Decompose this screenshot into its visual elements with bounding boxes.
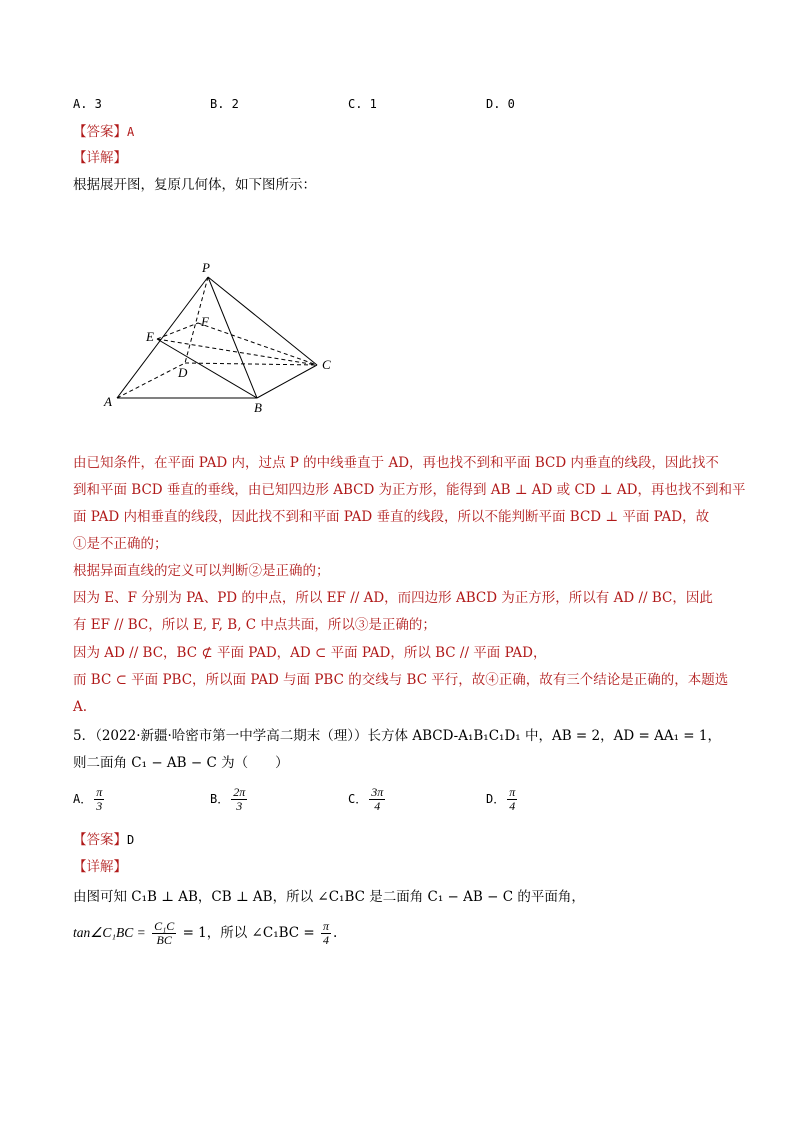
edge-ad [117, 363, 185, 398]
edge-bc [257, 365, 317, 398]
label-f: F [201, 314, 209, 329]
q5-option-a-num: π [96, 785, 103, 799]
para5-line1: 而 BC ⊂ 平面 PBC，所以面 PAD 与面 PBC 的交线与 BC 平行，故④正确，故有三个结论是正确的，本题选 [73, 672, 729, 688]
option-d-prev: D. 0 [486, 97, 515, 111]
detail-line-q4 [73, 148, 127, 168]
answer-line-q5 [73, 830, 134, 850]
edge-dc [185, 363, 317, 365]
pyramid-diagram [95, 255, 355, 420]
q5-frac2-num: π [323, 919, 330, 933]
q5-detail-line1: 由图可知 C₁B ⊥ AB，CB ⊥ AB，所以 ∠C₁BC 是二面角 C₁ − AB − C 的平面角， [73, 889, 585, 905]
para1-line3: 面 PAD 内相垂直的线段，因此找不到和平面 PAD 垂直的线段，所以不能判断平面 BCD ⊥ 平面 PAD，故 [73, 509, 710, 525]
answer-value: A [127, 125, 135, 139]
q5-option-b [210, 786, 249, 813]
q5-option-d-label: D． [486, 792, 506, 806]
q5-stem-line2: 则二面角 C₁ − AB − C 为（ ） [73, 755, 289, 771]
q5-option-d [486, 786, 519, 813]
intro-text: 根据展开图，复原几何体，如下图所示： [73, 177, 316, 193]
q5-option-d-num: π [509, 785, 516, 799]
q5-option-b-num: 2π [233, 785, 246, 799]
q5-frac-pi-4 [321, 920, 331, 947]
q5-option-a-label: A． [73, 792, 93, 806]
para1-line2: 到和平面 BCD 垂直的垂线，由已知四边形 ABCD 为正方形，能得到 AB ⊥ AD 或 CD ⊥ AD，再也找不到和平 [73, 482, 746, 498]
para4-line: 因为 AD // BC，BC ⊄ 平面 PAD，AD ⊂ 平面 PAD，所以 BC // 平面 PAD， [73, 645, 547, 661]
edge-pc [208, 277, 317, 365]
segment-eb [157, 339, 257, 398]
q5-option-c [348, 786, 387, 813]
q5-option-d-fraction [507, 786, 517, 813]
q5-option-b-den: 3 [236, 799, 243, 813]
q5-mid-text: = 1，所以 ∠C₁BC = [182, 925, 315, 941]
label-a: A [104, 394, 112, 409]
q5-frac-c1c-bc [152, 920, 176, 947]
option-b-prev: B. 2 [210, 97, 239, 111]
q5-tan-expr: tan∠C₁BC = [73, 925, 146, 940]
label-b: B [254, 400, 262, 415]
para3-line1: 因为 E、F 分别为 PA、PD 的中点，所以 EF // AD，而四边形 ABCD 为正方形，所以有 AD // BC，因此 [73, 590, 713, 606]
q5-frac1-den: BC [156, 933, 172, 947]
para1-line1: 由已知条件，在平面 PAD 内，过点 P 的中线垂直于 AD，再也找不到和平面 BCD 内垂直的线段，因此找不 [73, 455, 719, 471]
q5-option-a-den: 3 [96, 799, 103, 813]
q5-detail-line2 [73, 918, 337, 948]
q5-stem-line1: 5．（2022·新疆·哈密市第一中学高二期末（理））长方体 ABCD-A₁B₁C₁D₁ 中，AB = 2，AD = AA₁ = 1， [73, 728, 721, 744]
label-d: D [178, 365, 188, 380]
edge-pa [117, 277, 208, 398]
option-a-prev: A. 3 [73, 97, 102, 111]
para2-line: 根据异面直线的定义可以判断②是正确的； [73, 563, 330, 579]
q5-frac1-num: C₁C [154, 919, 175, 933]
q5-option-c-den: 4 [374, 799, 381, 813]
label-p: P [202, 260, 210, 275]
para1-line4: ①是不正确的； [73, 536, 168, 552]
q5-frac2-den: 4 [323, 933, 330, 947]
option-c-prev: C. 1 [348, 97, 377, 111]
answer-tag: 【答案】 [73, 124, 127, 140]
label-e: E [146, 329, 154, 344]
q5-option-a-fraction [94, 786, 104, 813]
segment-ec [157, 339, 317, 365]
detail-tag: 【详解】 [73, 150, 127, 166]
q5-option-a [73, 786, 106, 813]
segment-fc [198, 323, 317, 365]
para3-line2: 有 EF // BC，所以 E, F, B, C 中点共面，所以③是正确的； [73, 617, 436, 633]
edge-pb [208, 277, 257, 398]
para5-line2: A. [73, 699, 88, 715]
answer-tag-q5: 【答案】 [73, 832, 127, 848]
q5-option-c-num: 3π [371, 785, 384, 799]
q5-option-d-den: 4 [509, 799, 516, 813]
label-c: C [322, 357, 331, 372]
q5-end-period: . [333, 925, 338, 941]
q5-option-b-label: B． [210, 792, 230, 806]
q5-option-c-fraction [369, 786, 385, 813]
answer-line-q4 [73, 122, 134, 142]
answer-value-q5: D [127, 833, 135, 847]
detail-line-q5 [73, 857, 127, 877]
detail-tag-q5: 【详解】 [73, 859, 127, 875]
q5-option-b-fraction [231, 786, 247, 813]
q5-option-c-label: C． [348, 792, 368, 806]
